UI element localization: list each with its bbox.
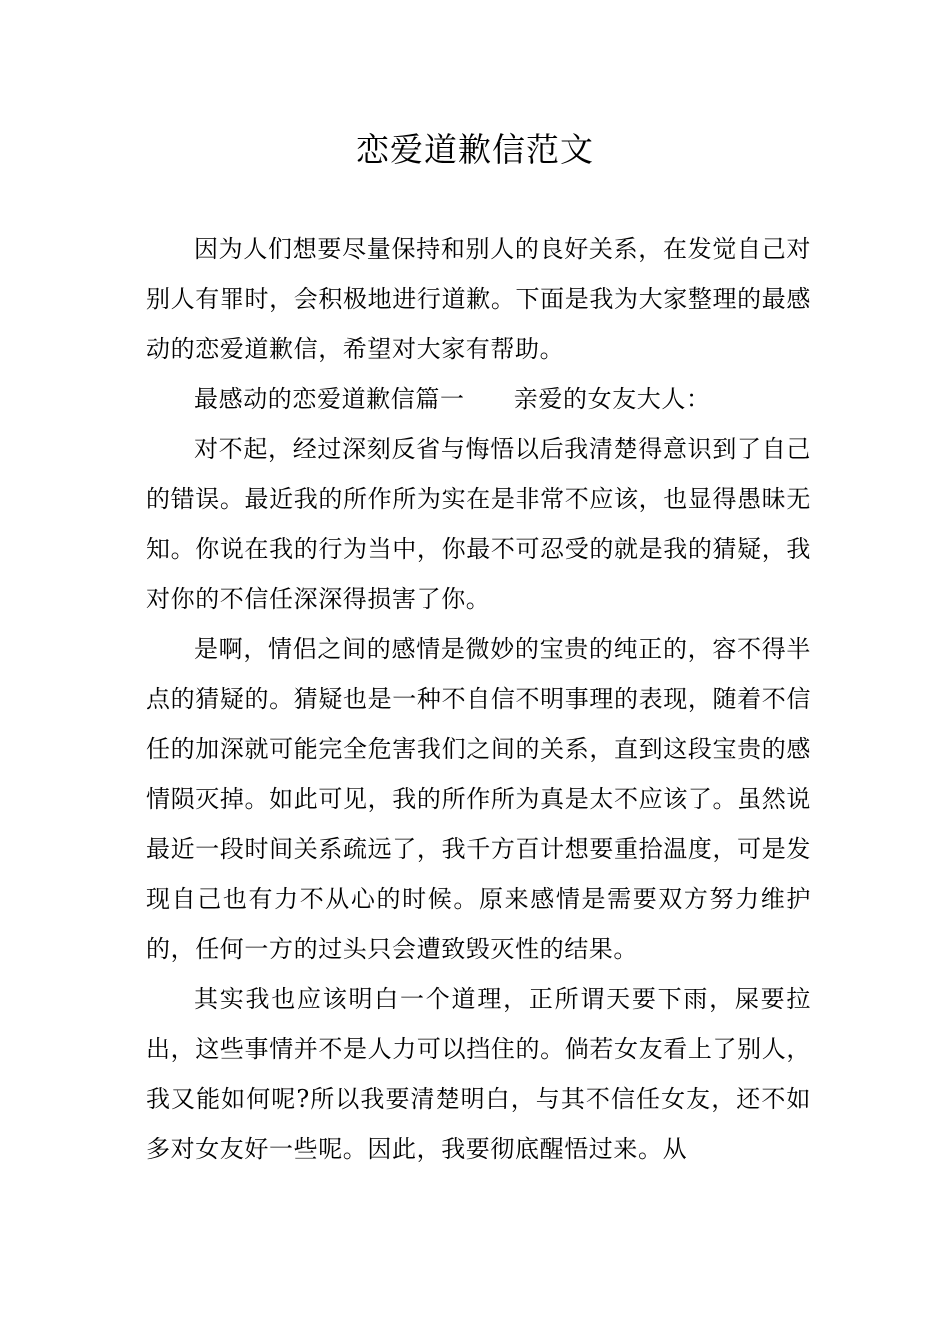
document-body (146, 224, 811, 1174)
paragraph-intro: 因为人们想要尽量保持和别人的良好关系，在发觉自己对别人有罪时，会积极地进行道歉。下面是我为大家整理的最感动的恋爱道歉信，希望对大家有帮助。 (146, 235, 811, 363)
paragraph-letter-heading: 最感动的恋爱道歉信篇一 亲爱的女友大人： (194, 385, 711, 413)
paragraph-realization: 其实我也应该明白一个道理，正所谓天要下雨，屎要拉出，这些事情并不是人力可以挡住的。倘若女友看上了别人，我又能如何呢?所以我要清楚明白，与其不信任女友，还不如多对女友好一些呢。因此，我要彻底醒悟过来。从 (146, 985, 811, 1163)
paragraph-reflection: 是啊，情侣之间的感情是微妙的宝贵的纯正的，容不得半点的猜疑的。猜疑也是一种不自信不明事理的表现，随着不信任的加深就可能完全危害我们之间的关系，直到这段宝贵的感情陨灭掉。如此可见，我的所作所为真是太不应该了。虽然说最近一段时间关系疏远了，我千方百计想要重拾温度，可是发现自己也有力不从心的时候。原来感情是需要双方努力维护的，任何一方的过头只会遭致毁灭性的结果。 (146, 635, 811, 963)
document-title: 恋爱道歉信范文 (356, 130, 594, 169)
paragraph-apology: 对不起，经过深刻反省与悔悟以后我清楚得意识到了自己的错误。最近我的所作所为实在是非常不应该，也显得愚昧无知。你说在我的行为当中，你最不可忍受的就是我的猜疑，我对你的不信任深深得损害了你。 (146, 435, 811, 613)
